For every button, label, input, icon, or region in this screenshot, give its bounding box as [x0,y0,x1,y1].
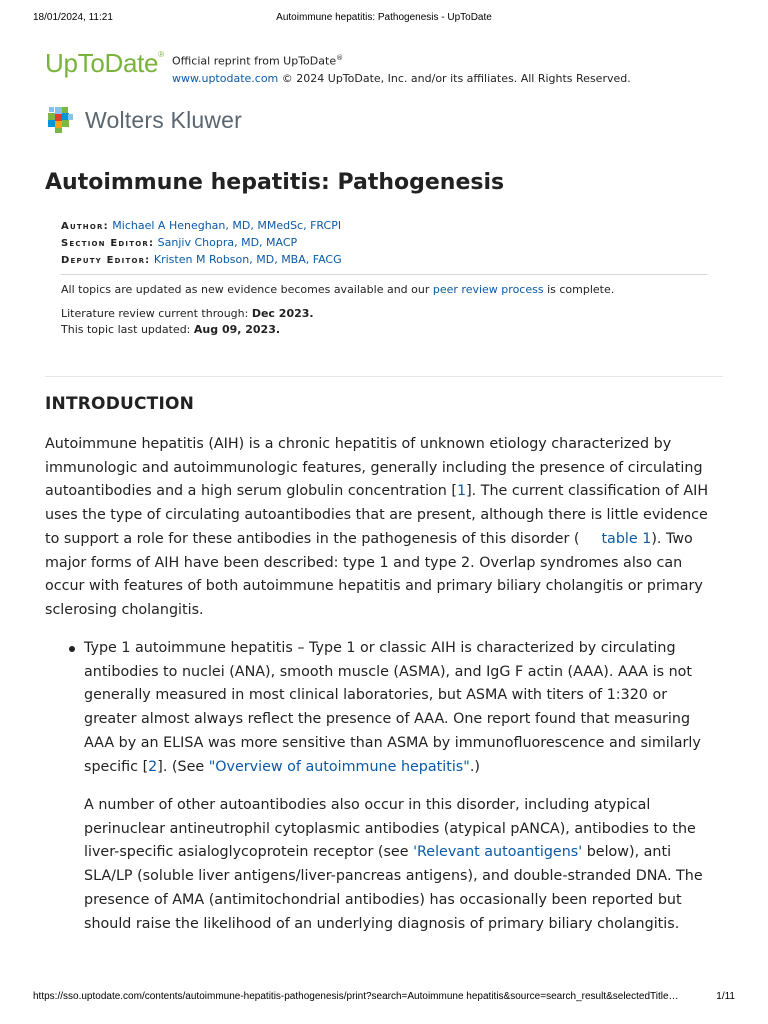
update-note: All topics are updated as new evidence becomes available and our peer review process is complete. [61,283,615,296]
reference-1-link[interactable]: 1 [456,483,467,500]
overview-autoimmune-hepatitis-link[interactable]: "Overview of autoimmune hepatitis" [208,758,470,775]
author-row [61,218,711,235]
deputy-editor-link[interactable]: Kristen M Robson, MD, MBA, FACG [153,253,342,266]
autoantibodies-paragraph: A number of other autoantibodies also occur in this disorder, including atypical perinuclear antineutrophil cytoplasmic antibodies (atypical pANCA), antibodies to the liver-specific asialoglycoprotein receptor (see 'Relevant autoantigens' below), anti SLA/LP (soluble liver antigens/liver-pancreas antigens), and double-stranded DNA. The presence of AMA (antimitochondrial antibodies) has occasionally been reported but should raise the likelihood of an underlying diagnosis of primary biliary cholangitis. [84,797,703,932]
print-datetime: 18/01/2024, 11:21 [33,12,113,23]
deputy-editor-row [61,252,711,269]
reference-2-link[interactable]: 2 [148,758,158,775]
section-editor-link[interactable]: Sanjiv Chopra, MD, MACP [157,236,298,249]
author-label: Author: [61,221,109,232]
deputy-editor-label: Deputy Editor: [61,255,151,266]
aih-types-list [84,637,724,779]
relevant-autoantigens-link[interactable]: 'Relevant autoantigens' [413,844,583,861]
reprint-line: Official reprint from UpToDate [172,54,337,68]
section-divider [45,376,723,377]
wolters-kluwer-mark-icon [45,104,77,136]
literature-review-line: Literature review current through: Dec 2023. [61,307,314,320]
print-page-title: Autoimmune hepatitis: Pathogenesis - UpToDate [276,12,492,23]
table-1-link[interactable]: table 1 [601,530,652,547]
last-updated-line: This topic last updated: Aug 09, 2023. [61,323,281,336]
page-indicator: 1/11 [716,991,735,1002]
literature-review-date: Dec 2023. [251,307,314,320]
print-url: https://sso.uptodate.com/contents/autoimmune-hepatitis-pathogenesis/print?search=Autoimmune hepatitis&source=search_result&selectedTitle… [33,991,679,1002]
introduction-heading: INTRODUCTION [45,394,195,414]
introduction-paragraph: Autoimmune hepatitis (AIH) is a chronic hepatitis of unknown etiology characterized by immunologic and autoimmunologic features, generally including the presence of circulating autoantibodies and a high serum globulin concentration [1]. The current classification of AIH uses the type of circulating autoantibodies that are present, although there is little evidence to support a role for these antibodies in the pathogenesis of this disorder ( table 1). Two major forms of AIH have been described: type 1 and type 2. Overlap syndromes also can occur with features of both autoimmune hepatitis and primary biliary cholangitis or primary sclerosing cholangitis. [45,436,709,618]
copyright-text: © 2024 UpToDate, Inc. and/or its affiliates. All Rights Reserved. [278,71,631,85]
uptodate-website-link[interactable]: www.uptodate.com [172,71,279,85]
peer-review-link[interactable]: peer review process [432,283,544,296]
list-item: Type 1 autoimmune hepatitis – Type 1 or classic AIH is characterized by circulating antibodies to nuclei (ANA), smooth muscle (ASMA), and IgG F actin (AAA). AAA is not generally measured in most clinical laboratories, but ASMA with titers of 1:320 or greater almost always reflect the presence of AAA. One report found that measuring AAA by an ELISA was more sensitive than ASMA by immunofluorescence and similarly specific [2]. (See "Overview of autoimmune hepatitis".) [84,637,724,779]
article-contributors [61,218,711,269]
meta-divider [61,274,707,275]
section-editor-row [61,235,711,252]
update-info [61,282,711,338]
last-updated-date: Aug 09, 2023. [193,323,281,336]
article-title: Autoimmune hepatitis: Pathogenesis [45,170,505,195]
section-editor-label: Section Editor: [61,238,155,249]
uptodate-logo[interactable]: UpToDate® [45,48,164,78]
author-link[interactable]: Michael A Heneghan, MD, MMedSc, FRCPI [112,219,342,232]
reprint-notice: Official reprint from UpToDate® www.uptodate.com © 2024 UpToDate, Inc. and/or its affiliates. All Rights Reserved. [172,54,631,85]
wolters-kluwer-logo [45,104,265,136]
publisher-name: Wolters Kluwer [85,107,243,133]
